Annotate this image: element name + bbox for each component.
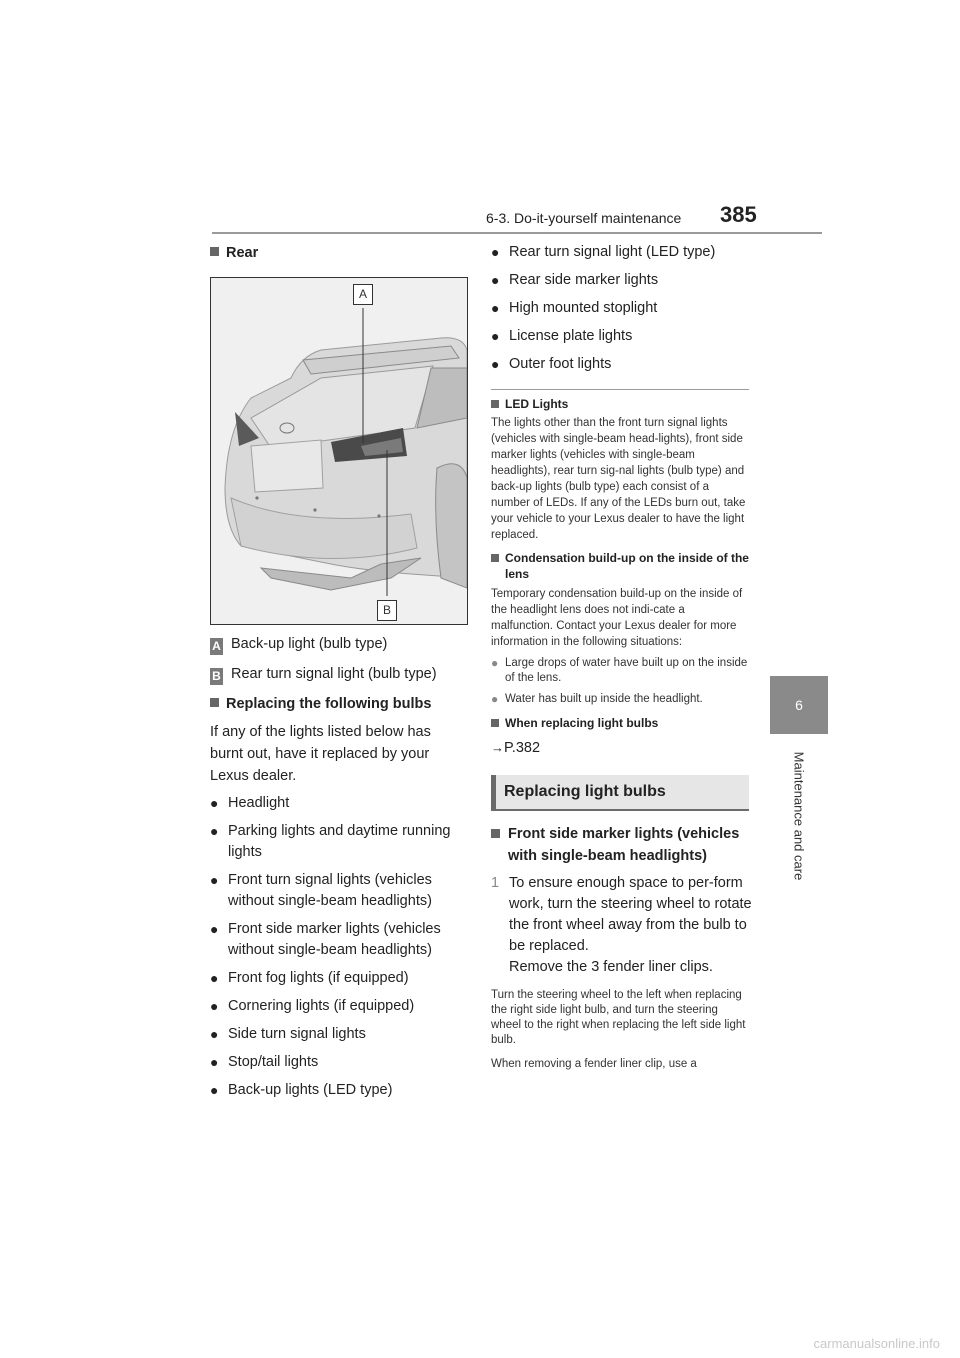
list-item <box>210 1080 470 1101</box>
notes-divider <box>491 389 749 390</box>
left-column <box>210 240 470 1108</box>
rear-car-illustration <box>211 278 467 624</box>
steering-note: Turn the steering wheel to the left when replacing the right side light bulb, and turn the steering wheel to the right when replacing the left side light bulb. <box>491 989 746 1046</box>
list-item <box>491 270 753 291</box>
heading-rear-text: Rear <box>226 245 259 261</box>
note-heading-when-replacing-text: When replacing light bulbs <box>505 716 659 730</box>
bullet-dot-icon: ● <box>210 1054 219 1070</box>
arrow-right-icon: → <box>491 740 504 755</box>
page-number: 385 <box>720 202 757 227</box>
list-item <box>210 870 470 912</box>
chapter-title-text: Maintenance and care <box>791 751 807 881</box>
list-item-text: Front side marker lights (vehicles without single-beam headlights) <box>228 921 441 958</box>
square-bullet-icon <box>491 554 499 562</box>
callout-a: A <box>353 284 373 305</box>
heading-front-side-marker-text: Front side marker lights (vehicles with single-beam headlights) <box>508 826 740 864</box>
list-item <box>210 1052 470 1073</box>
list-item-text: Side turn signal lights <box>228 1026 366 1042</box>
list-item <box>210 793 470 814</box>
step-1 <box>491 873 755 978</box>
list-item <box>491 326 753 347</box>
watermark: carmanualsonline.info <box>813 1336 940 1351</box>
heading-rear <box>210 242 470 264</box>
bullet-dot-icon: ● <box>210 1026 219 1042</box>
list-item <box>491 242 753 263</box>
bullet-dot-icon: ● <box>491 300 500 316</box>
list-item-text: Rear side marker lights <box>509 272 659 288</box>
callout-b: B <box>377 600 397 621</box>
list-item-text: Outer foot lights <box>509 356 612 372</box>
list-item <box>210 996 470 1017</box>
section-heading-replacing-light-bulbs <box>491 775 749 811</box>
bullet-dot-icon: ● <box>210 872 219 888</box>
step-number: 1 <box>491 875 500 891</box>
heading-replacing-text: Replacing the following bulbs <box>226 696 432 712</box>
note-heading-led <box>491 396 753 412</box>
list-item <box>210 968 470 989</box>
list-item <box>210 1024 470 1045</box>
bullet-dot-icon: ● <box>210 1082 219 1098</box>
header-rule <box>212 232 822 234</box>
note-heading-condensation-text: Condensation build-up on the inside of the lens <box>505 551 749 581</box>
list-item-text: Parking lights and daytime running lights <box>228 823 451 860</box>
note-heading-when-replacing <box>491 715 753 731</box>
list-item-text: Stop/tail lights <box>228 1054 319 1070</box>
square-bullet-icon <box>210 698 219 707</box>
caption-a-text: Back-up light (bulb type) <box>231 636 388 652</box>
square-bullet-icon <box>210 247 219 256</box>
note-condensation-text: Temporary condensation build-up on the inside of the headlight lens does not indi-cate a malfunction. Contact your Lexus dealer for more information in the following situations: <box>491 588 743 648</box>
bulb-list <box>210 793 470 1101</box>
page-reference-link[interactable] <box>491 737 753 759</box>
caption-a <box>210 633 470 655</box>
list-item-text: Front turn signal lights (vehicles without single-beam headlights) <box>228 872 432 909</box>
right-column <box>491 240 753 1072</box>
heading-replacing <box>210 693 470 715</box>
caption-b <box>210 663 470 685</box>
replacing-intro: If any of the lights listed below has burnt out, have it replaced by your Lexus dealer. <box>210 724 431 784</box>
list-item-text: Large drops of water have built up on the inside of the lens. <box>505 657 748 684</box>
bullet-dot-icon: ● <box>210 998 219 1014</box>
bullet-dot-icon: ● <box>491 244 500 260</box>
note-led-text: The lights other than the front turn signal lights (vehicles with single-beam head-lights), front side marker lights (vehicles with single-beam headlights), rear turn sig-nal lights (bulb type) and back-up lights (bulb type) each consist of a number of LEDs. If any of the LEDs burn out, take your vehicle to your Lexus dealer to have the light replaced. <box>491 417 746 541</box>
list-item-text: License plate lights <box>509 328 633 344</box>
list-item <box>210 919 470 961</box>
list-item <box>210 821 470 863</box>
bullet-dot-icon: ● <box>210 823 219 839</box>
note-heading-condensation <box>491 550 749 582</box>
list-item-text: Back-up lights (LED type) <box>228 1082 393 1098</box>
label-b-badge: B <box>210 668 223 685</box>
list-item-text: High mounted stoplight <box>509 300 658 316</box>
list-item-text: Water has built up inside the headlight. <box>505 693 703 705</box>
square-bullet-icon <box>491 829 500 838</box>
section-heading-text: Replacing light bulbs <box>504 783 666 800</box>
list-item <box>491 692 753 707</box>
page-reference-text: P.382 <box>504 740 541 756</box>
label-a-badge: A <box>210 638 223 655</box>
caption-b-text: Rear turn signal light (bulb type) <box>231 666 437 682</box>
list-item-text: Rear turn signal light (LED type) <box>509 244 716 260</box>
section-title: 6-3. Do-it-yourself maintenance <box>486 210 682 226</box>
bullet-dot-icon: ● <box>491 356 500 372</box>
bullet-dot-icon: ● <box>491 272 500 288</box>
chapter-tab: 6 <box>770 676 828 734</box>
bullet-dot-icon: ● <box>210 795 219 811</box>
list-item <box>491 656 749 686</box>
step-1-text: To ensure enough space to per-form work, turn the steering wheel to rotate the front wheel away from the bulb to be replaced. <box>509 875 752 954</box>
list-item <box>491 354 753 375</box>
list-item-text: Headlight <box>228 795 290 811</box>
fender-clip-note: When removing a fender liner clip, use a <box>491 1058 697 1070</box>
step-1-text-2: Remove the 3 fender liner clips. <box>509 959 713 975</box>
note-heading-led-text: LED Lights <box>505 397 569 411</box>
list-item <box>491 298 753 319</box>
bulb-list-continued <box>491 242 753 375</box>
chapter-title <box>770 744 828 889</box>
bullet-dot-icon: ● <box>491 328 500 344</box>
square-bullet-icon <box>491 719 499 727</box>
bullet-dot-icon: ● <box>210 970 219 986</box>
rear-lights-figure <box>210 277 468 625</box>
bullet-dot-icon: ● <box>491 656 499 670</box>
list-item-text: Front fog lights (if equipped) <box>228 970 409 986</box>
heading-front-side-marker <box>491 823 753 867</box>
bullet-dot-icon: ● <box>491 692 499 706</box>
list-item-text: Cornering lights (if equipped) <box>228 998 415 1014</box>
bullet-dot-icon: ● <box>210 921 219 937</box>
square-bullet-icon <box>491 400 499 408</box>
